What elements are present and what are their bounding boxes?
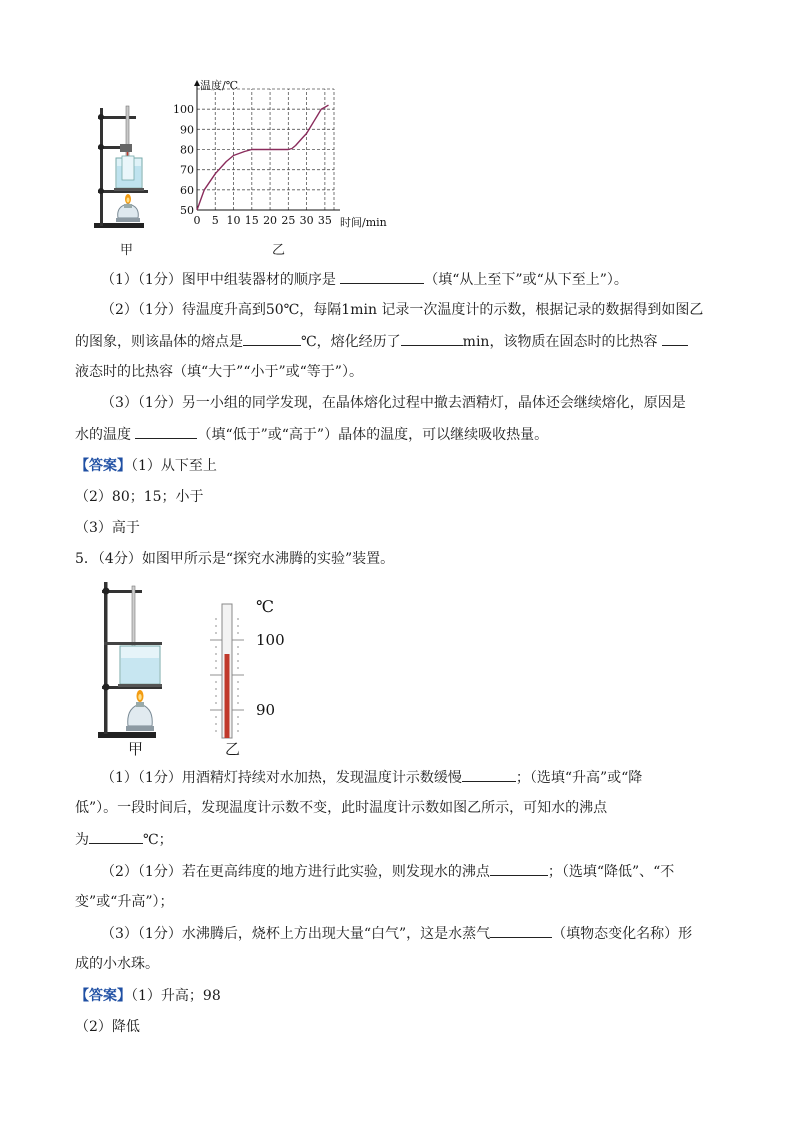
thermometer-figure [200,598,290,740]
temperature-time-chart [172,75,397,233]
chart-x-axis-label: 时间/min [340,216,387,229]
fig1-label-yi: 乙 [272,243,286,258]
y-tick-label: 70 [180,163,194,177]
q4-blank-1[interactable] [340,269,424,284]
x-tick-label: 10 [226,214,241,227]
q5-blank-2[interactable] [89,829,143,844]
q5-part1-line2: 低”）。一段时间后，发现温度计示数不变，此时温度计示数如图乙所示，可知水的沸点 [75,800,608,816]
fig2-label-yi: 乙 [225,740,241,758]
thermometer-unit: ℃ [256,598,274,616]
thermometer-mark-90: 90 [256,701,276,719]
x-tick-label: 5 [211,214,219,227]
x-tick-label: 20 [263,214,278,227]
q5-part2-line1: （2）（1分）若在更高纬度的地方进行此实验，则发现水的沸点 ；（选填“降低”、“不 [101,861,674,882]
q5-part3-line1: （3）（1分）水沸腾后，烧杯上方出现大量“白气”，这是水蒸气 （填物态变化名称）形 [101,923,692,944]
q4-answer-label: 【答案】 [75,458,131,474]
q4-answer-line3: （3）高于 [75,520,140,536]
q5-blank-4[interactable] [490,923,552,938]
y-tick-label: 60 [180,183,194,197]
q4-part1: （1）（1分）图甲中组装器材的顺序是 （填“从上至下”或“从下至上”）。 [101,269,628,290]
q5-answer-label: 【答案】 [75,988,131,1004]
q4-blank-5[interactable] [135,424,197,439]
apparatus-1-figure [92,100,152,230]
q4-part2-line3: 液态时的比热容（填“大于”“小于”或“等于”）。 [75,364,363,380]
q4-answer-line2: （2）80；15；小于 [75,489,204,505]
temperature-curve [197,105,329,210]
chart-y-axis-label: 温度/℃ [200,79,239,92]
x-tick-label: 30 [299,214,314,227]
q5-part1-line1: （1）（1分）用酒精灯持续对水加热，发现温度计示数缓慢 ；（选填“升高”或“降 [101,767,642,788]
q4-blank-2[interactable] [243,331,301,346]
chart-series [197,105,329,210]
x-tick-label: 35 [317,214,332,227]
chart-axes [194,80,340,210]
thermometer-liquid-column [225,654,230,738]
y-tick-label: 100 [173,103,194,117]
thermometer-mark-100: 100 [256,631,285,649]
q4-part3-line1: （3）（1分）另一小组的同学发现，在晶体熔化过程中撤去酒精灯，晶体还会继续熔化，原因是 [101,395,686,411]
q4-blank-3[interactable] [401,331,463,346]
q4-blank-4[interactable] [662,331,688,346]
q5-title: 5．（4分）如图甲所示是“探究水沸腾的实验”装置。 [75,551,395,567]
q5-part1-line3: 为 ℃； [75,829,173,850]
apparatus-2-figure [96,578,168,740]
q5-blank-3[interactable] [490,861,548,876]
y-tick-label: 50 [180,204,194,217]
q4-part2-line1: （2）（1分）待温度升高到50℃，每隔1min 记录一次温度计的示数，根据记录的数据得到如图乙 [101,302,704,318]
x-tick-label: 0 [193,214,201,227]
q4-part2-line2: 的图象，则该晶体的熔点是 ℃，熔化经历了 min，该物质在固态时的比热容 [75,331,688,352]
q5-part3-line2: 成的小水珠。 [75,956,159,972]
q5-answer-line1: 【答案】（1）升高；98 [75,988,221,1004]
fig1-label-jia: 甲 [120,243,134,258]
q5-blank-1[interactable] [462,767,516,782]
chart-y-ticks [173,103,194,217]
fig2-label-jia: 甲 [128,740,144,758]
q4-answer-line1: 【答案】（1）从下至上 [75,458,217,474]
y-tick-label: 90 [180,123,194,137]
chart-x-ticks [194,214,332,227]
q5-part2-line2: 变”或“升高”）； [75,894,174,910]
q4-part3-line2: 水的温度 （填“低于”或“高于”）晶体的温度，可以继续吸收热量。 [75,424,548,445]
x-tick-label: 25 [281,214,296,227]
y-tick-label: 80 [180,143,194,157]
q5-answer-line2: （2）降低 [75,1019,140,1035]
x-tick-label: 15 [244,214,259,227]
